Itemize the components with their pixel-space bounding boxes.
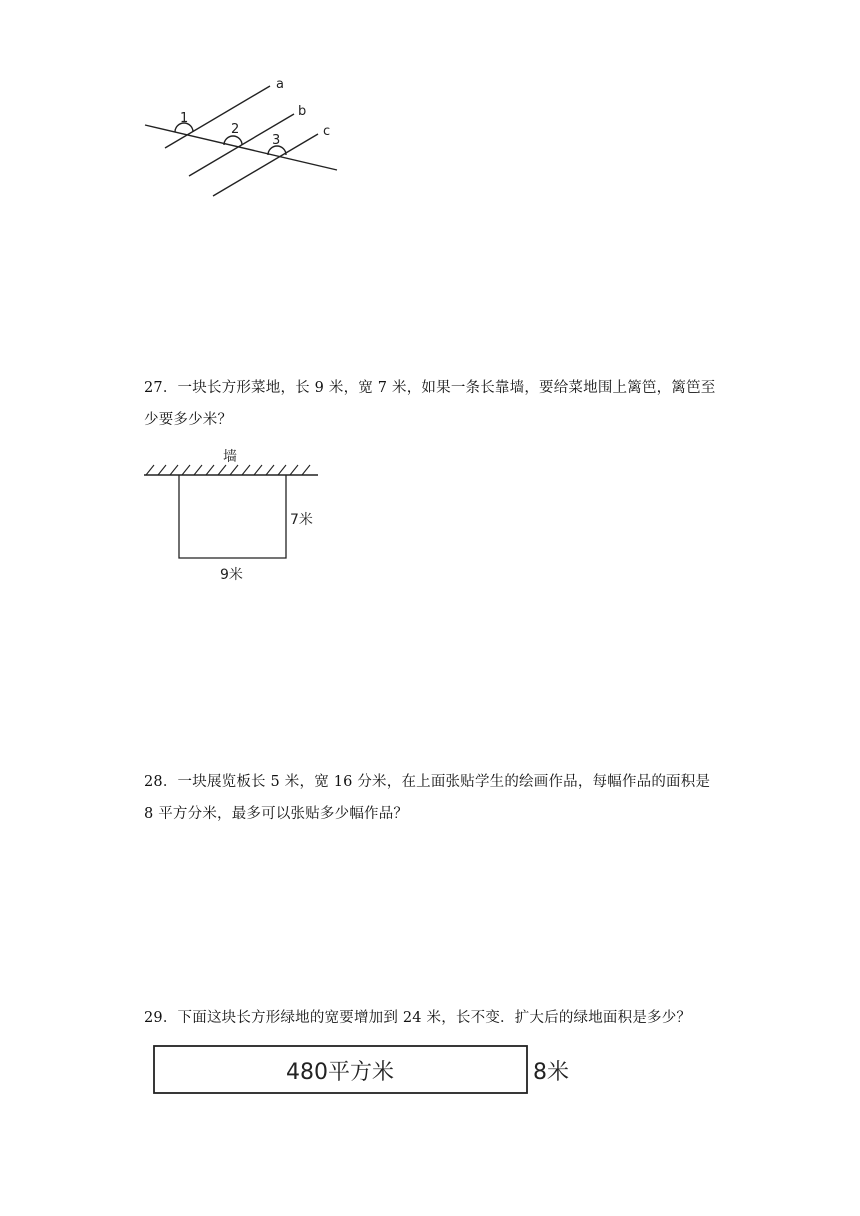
q28-text-line1: 28．一块展览板长 5 米，宽 16 分米，在上面张贴学生的绘画作品，每幅作品的面积是: [144, 774, 711, 790]
wall-label: 墙: [223, 449, 237, 465]
q29-lawn-figure: [150, 1042, 590, 1100]
q27-garden-figure: [140, 443, 330, 588]
garden-rectangle: [179, 475, 286, 558]
line-c: [213, 134, 318, 196]
wall-hatching: [146, 465, 310, 475]
garden-width-label: 7米: [290, 512, 313, 528]
angle-3-label: 3: [272, 133, 281, 148]
lawn-area-label: 480平方米: [286, 1060, 394, 1085]
angle-1-label: 1: [180, 111, 189, 126]
q29-text-line: 29．下面这块长方形绿地的宽要增加到 24 米，长不变．扩大后的绿地面积是多少？: [144, 1010, 692, 1026]
transversal-line: [145, 125, 337, 170]
q27-text-line1: 27．一块长方形菜地，长 9 米，宽 7 米，如果一条长靠墙，要给菜地围上篱笆，篱笆至: [144, 380, 716, 396]
angle-2-label: 2: [231, 122, 240, 137]
line-a-label: a: [276, 77, 284, 92]
line-b-label: b: [298, 104, 307, 119]
line-c-label: c: [323, 124, 331, 139]
lawn-width-label: 8米: [533, 1060, 569, 1085]
parallel-lines-figure: [130, 70, 360, 205]
q28-text-line2: 8 平方分米，最多可以张贴多少幅作品？: [144, 806, 409, 822]
garden-length-label: 9米: [220, 567, 243, 583]
q27-text-line2: 少要多少米？: [144, 412, 233, 428]
